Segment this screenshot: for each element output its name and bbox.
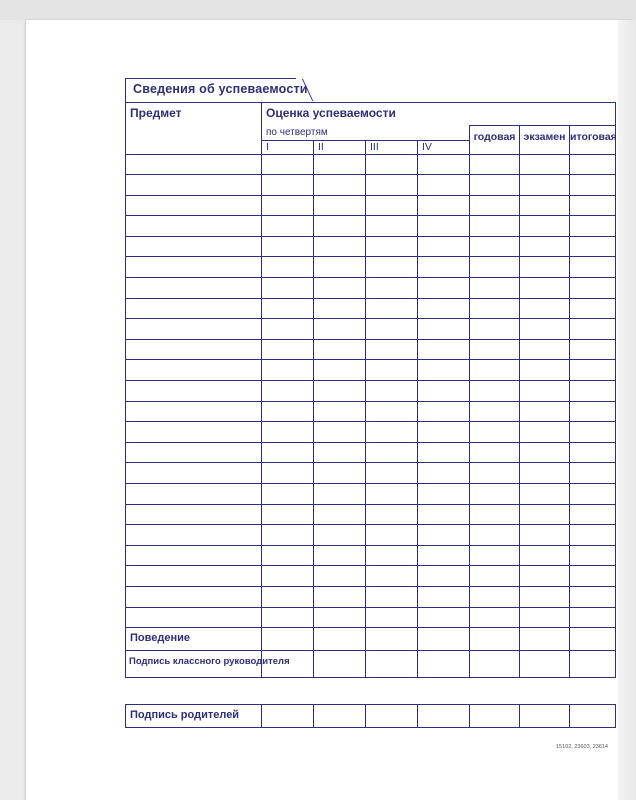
grade-cell bbox=[520, 504, 570, 525]
grade-cell bbox=[570, 566, 616, 587]
grade-cell bbox=[262, 463, 314, 484]
subject-cell bbox=[126, 586, 262, 607]
grade-cell bbox=[366, 463, 418, 484]
grade-cell bbox=[520, 257, 570, 278]
grade-cell bbox=[314, 545, 366, 566]
grade-cell bbox=[570, 195, 616, 216]
grade-cell bbox=[470, 545, 520, 566]
grade-cell bbox=[570, 586, 616, 607]
grade-cell bbox=[520, 401, 570, 422]
grade-row bbox=[126, 216, 616, 237]
grade-cell bbox=[570, 154, 616, 175]
subject-cell bbox=[126, 298, 262, 319]
final-header: итоговая bbox=[570, 131, 617, 143]
grade-cell bbox=[262, 339, 314, 360]
grade-cell bbox=[520, 195, 570, 216]
grade-cell bbox=[314, 154, 366, 175]
grade-cell bbox=[570, 175, 616, 196]
grade-cell bbox=[520, 566, 570, 587]
quarter-4-header: IV bbox=[418, 140, 470, 154]
grades-header: Оценка успеваемости bbox=[266, 106, 396, 120]
grade-cell bbox=[366, 195, 418, 216]
grade-cell bbox=[520, 236, 570, 257]
subject-cell bbox=[126, 607, 262, 628]
grade-cell bbox=[470, 586, 520, 607]
grades-header-cell bbox=[262, 103, 616, 126]
grade-cell bbox=[470, 175, 520, 196]
grade-cell bbox=[366, 154, 418, 175]
grade-cell bbox=[418, 175, 470, 196]
grade-row bbox=[126, 319, 616, 340]
grade-cell bbox=[262, 257, 314, 278]
grade-cell bbox=[570, 216, 616, 237]
grade-cell bbox=[366, 175, 418, 196]
grade-row bbox=[126, 484, 616, 505]
grade-cell bbox=[366, 566, 418, 587]
grade-cell bbox=[470, 504, 520, 525]
subject-cell bbox=[126, 319, 262, 340]
grade-cell bbox=[470, 360, 520, 381]
grade-cell bbox=[366, 525, 418, 546]
quarter-1-header: I bbox=[262, 140, 314, 154]
grade-cell bbox=[314, 607, 366, 628]
grade-cell bbox=[366, 545, 418, 566]
quarter-2-header: II bbox=[314, 140, 366, 154]
final-header-cell bbox=[570, 126, 616, 155]
grade-cell bbox=[314, 257, 366, 278]
grade-cell bbox=[570, 339, 616, 360]
grade-cell bbox=[570, 422, 616, 443]
behavior-label-cell bbox=[126, 628, 262, 651]
grade-cell bbox=[262, 422, 314, 443]
grade-cell bbox=[470, 442, 520, 463]
grade-cell bbox=[366, 504, 418, 525]
grade-cell bbox=[262, 175, 314, 196]
grade-cell bbox=[314, 175, 366, 196]
grade-cell bbox=[314, 484, 366, 505]
grade-cell bbox=[314, 525, 366, 546]
grade-cell bbox=[418, 545, 470, 566]
grade-cell bbox=[520, 298, 570, 319]
grade-cell bbox=[262, 504, 314, 525]
grade-cell bbox=[470, 422, 520, 443]
grade-cell bbox=[262, 442, 314, 463]
grade-cell bbox=[366, 381, 418, 402]
grade-cell bbox=[366, 339, 418, 360]
subject-cell bbox=[126, 422, 262, 443]
grade-cell bbox=[470, 607, 520, 628]
grade-cell bbox=[520, 442, 570, 463]
grade-cell bbox=[470, 401, 520, 422]
grade-cell bbox=[366, 319, 418, 340]
grade-cell bbox=[314, 278, 366, 299]
grade-cell bbox=[470, 525, 520, 546]
grade-cell bbox=[366, 298, 418, 319]
grade-cell bbox=[418, 422, 470, 443]
grade-cell bbox=[520, 278, 570, 299]
grade-row bbox=[126, 442, 616, 463]
grade-cell bbox=[418, 607, 470, 628]
grades-table bbox=[125, 102, 616, 678]
grade-cell bbox=[314, 381, 366, 402]
grade-cell bbox=[570, 236, 616, 257]
grade-cell bbox=[470, 154, 520, 175]
grade-cell bbox=[366, 360, 418, 381]
parents-sign-label-cell bbox=[126, 705, 262, 728]
grade-row bbox=[126, 401, 616, 422]
subject-cell bbox=[126, 504, 262, 525]
grade-cell bbox=[418, 216, 470, 237]
grade-cell bbox=[314, 339, 366, 360]
grade-cell bbox=[314, 586, 366, 607]
subject-cell bbox=[126, 484, 262, 505]
grade-row bbox=[126, 504, 616, 525]
grade-cell bbox=[418, 278, 470, 299]
year-header-cell bbox=[470, 126, 520, 155]
grades-form bbox=[105, 78, 617, 728]
grade-cell bbox=[418, 442, 470, 463]
grade-row bbox=[126, 607, 616, 628]
grade-cell bbox=[314, 463, 366, 484]
page-stack-edge bbox=[618, 20, 636, 800]
grade-row bbox=[126, 298, 616, 319]
grade-cell bbox=[314, 319, 366, 340]
grade-cell bbox=[570, 298, 616, 319]
grade-cell bbox=[470, 463, 520, 484]
grade-cell bbox=[470, 319, 520, 340]
grade-cell bbox=[418, 236, 470, 257]
grade-cell bbox=[520, 360, 570, 381]
grade-row bbox=[126, 463, 616, 484]
grade-cell bbox=[314, 195, 366, 216]
subject-cell bbox=[126, 154, 262, 175]
grade-cell bbox=[366, 278, 418, 299]
subject-cell bbox=[126, 525, 262, 546]
grade-cell bbox=[366, 236, 418, 257]
teacher-sign-label-cell bbox=[126, 651, 290, 678]
grade-cell bbox=[262, 298, 314, 319]
grade-cell bbox=[418, 504, 470, 525]
grade-cell bbox=[570, 257, 616, 278]
form-title: Сведения об успеваемости bbox=[133, 82, 308, 96]
grade-cell bbox=[262, 586, 314, 607]
grade-cell bbox=[570, 401, 616, 422]
grade-cell bbox=[418, 319, 470, 340]
grade-cell bbox=[262, 545, 314, 566]
subject-cell bbox=[126, 360, 262, 381]
grade-cell bbox=[418, 484, 470, 505]
grade-cell bbox=[520, 381, 570, 402]
grade-cell bbox=[470, 278, 520, 299]
grade-cell bbox=[314, 401, 366, 422]
quarters-header-cell bbox=[262, 126, 470, 141]
grade-cell bbox=[470, 339, 520, 360]
grade-cell bbox=[418, 298, 470, 319]
subject-cell bbox=[126, 463, 262, 484]
grade-cell bbox=[520, 484, 570, 505]
grade-cell bbox=[520, 216, 570, 237]
grade-cell bbox=[366, 216, 418, 237]
grade-row bbox=[126, 586, 616, 607]
grade-row bbox=[126, 236, 616, 257]
grade-cell bbox=[520, 422, 570, 443]
grade-cell bbox=[470, 195, 520, 216]
subject-cell bbox=[126, 257, 262, 278]
grade-cell bbox=[262, 319, 314, 340]
grade-cell bbox=[366, 586, 418, 607]
subject-header-cell bbox=[126, 103, 262, 155]
grade-row bbox=[126, 195, 616, 216]
subject-cell bbox=[126, 442, 262, 463]
grade-cell bbox=[470, 216, 520, 237]
grade-row bbox=[126, 381, 616, 402]
grade-cell bbox=[570, 525, 616, 546]
grade-cell bbox=[262, 216, 314, 237]
grade-cell bbox=[418, 566, 470, 587]
grade-cell bbox=[262, 566, 314, 587]
grade-cell bbox=[570, 278, 616, 299]
grade-cell bbox=[366, 442, 418, 463]
subject-cell bbox=[126, 381, 262, 402]
subject-cell bbox=[126, 175, 262, 196]
grade-cell bbox=[314, 216, 366, 237]
year-header: годовая bbox=[473, 131, 516, 143]
grade-cell bbox=[366, 607, 418, 628]
subject-header: Предмет bbox=[130, 106, 182, 120]
grade-row bbox=[126, 360, 616, 381]
grade-row bbox=[126, 422, 616, 443]
subject-cell bbox=[126, 401, 262, 422]
grade-cell bbox=[520, 607, 570, 628]
grade-row bbox=[126, 525, 616, 546]
grade-cell bbox=[570, 504, 616, 525]
grade-cell bbox=[262, 401, 314, 422]
grade-cell bbox=[366, 484, 418, 505]
grade-cell bbox=[520, 525, 570, 546]
subject-cell bbox=[126, 566, 262, 587]
grade-cell bbox=[470, 566, 520, 587]
grade-cell bbox=[570, 607, 616, 628]
grade-row bbox=[126, 154, 616, 175]
grade-cell bbox=[262, 278, 314, 299]
grade-cell bbox=[520, 154, 570, 175]
grade-cell bbox=[418, 257, 470, 278]
grade-cell bbox=[262, 525, 314, 546]
quarter-3-header: III bbox=[366, 140, 418, 154]
grade-cell bbox=[314, 422, 366, 443]
parents-sign-table bbox=[125, 704, 616, 728]
grade-row bbox=[126, 257, 616, 278]
subject-cell bbox=[126, 278, 262, 299]
grade-cell bbox=[314, 442, 366, 463]
grade-cell bbox=[418, 381, 470, 402]
subject-cell bbox=[126, 339, 262, 360]
parents-sign-label: Подпись родителей bbox=[130, 709, 240, 721]
grade-row bbox=[126, 545, 616, 566]
grade-cell bbox=[418, 586, 470, 607]
grade-cell bbox=[314, 360, 366, 381]
grade-cell bbox=[314, 236, 366, 257]
grade-cell bbox=[520, 319, 570, 340]
exam-header: экзамен bbox=[523, 131, 566, 143]
grade-cell bbox=[262, 381, 314, 402]
grade-cell bbox=[570, 484, 616, 505]
grade-cell bbox=[418, 360, 470, 381]
grade-cell bbox=[314, 566, 366, 587]
grade-cell bbox=[366, 401, 418, 422]
grade-cell bbox=[570, 463, 616, 484]
grade-cell bbox=[520, 586, 570, 607]
page-edge bbox=[0, 0, 636, 20]
grade-cell bbox=[520, 175, 570, 196]
grade-row bbox=[126, 175, 616, 196]
grade-row bbox=[126, 339, 616, 360]
grade-cell bbox=[418, 401, 470, 422]
subject-cell bbox=[126, 545, 262, 566]
grade-cell bbox=[570, 319, 616, 340]
subject-cell bbox=[126, 195, 262, 216]
grade-cell bbox=[520, 545, 570, 566]
grade-cell bbox=[418, 195, 470, 216]
grade-row bbox=[126, 278, 616, 299]
grade-cell bbox=[570, 360, 616, 381]
print-code: 15102, 23603, 23614 bbox=[556, 744, 608, 750]
grade-cell bbox=[418, 154, 470, 175]
grade-cell bbox=[262, 236, 314, 257]
quarters-header: по четвертям bbox=[266, 126, 328, 138]
grade-cell bbox=[314, 504, 366, 525]
grade-cell bbox=[470, 381, 520, 402]
behavior-label: Поведение bbox=[130, 632, 190, 645]
grade-cell bbox=[262, 360, 314, 381]
subject-cell bbox=[126, 236, 262, 257]
grade-cell bbox=[520, 463, 570, 484]
grade-cell bbox=[418, 525, 470, 546]
grade-cell bbox=[418, 339, 470, 360]
grade-cell bbox=[366, 257, 418, 278]
grade-cell bbox=[470, 484, 520, 505]
grade-cell bbox=[314, 298, 366, 319]
grade-cell bbox=[366, 422, 418, 443]
grade-cell bbox=[470, 236, 520, 257]
grade-cell bbox=[570, 442, 616, 463]
grade-cell bbox=[570, 545, 616, 566]
grade-cell bbox=[418, 463, 470, 484]
grade-cell bbox=[262, 484, 314, 505]
grade-cell bbox=[262, 195, 314, 216]
subject-cell bbox=[126, 216, 262, 237]
grade-row bbox=[126, 566, 616, 587]
grade-cell bbox=[262, 607, 314, 628]
teacher-sign-label: Подпись классного руководителя bbox=[129, 656, 290, 668]
grade-cell bbox=[470, 257, 520, 278]
grade-cell bbox=[520, 339, 570, 360]
grade-cell bbox=[570, 381, 616, 402]
exam-header-cell bbox=[520, 126, 570, 155]
grade-cell bbox=[470, 298, 520, 319]
grade-cell bbox=[262, 154, 314, 175]
